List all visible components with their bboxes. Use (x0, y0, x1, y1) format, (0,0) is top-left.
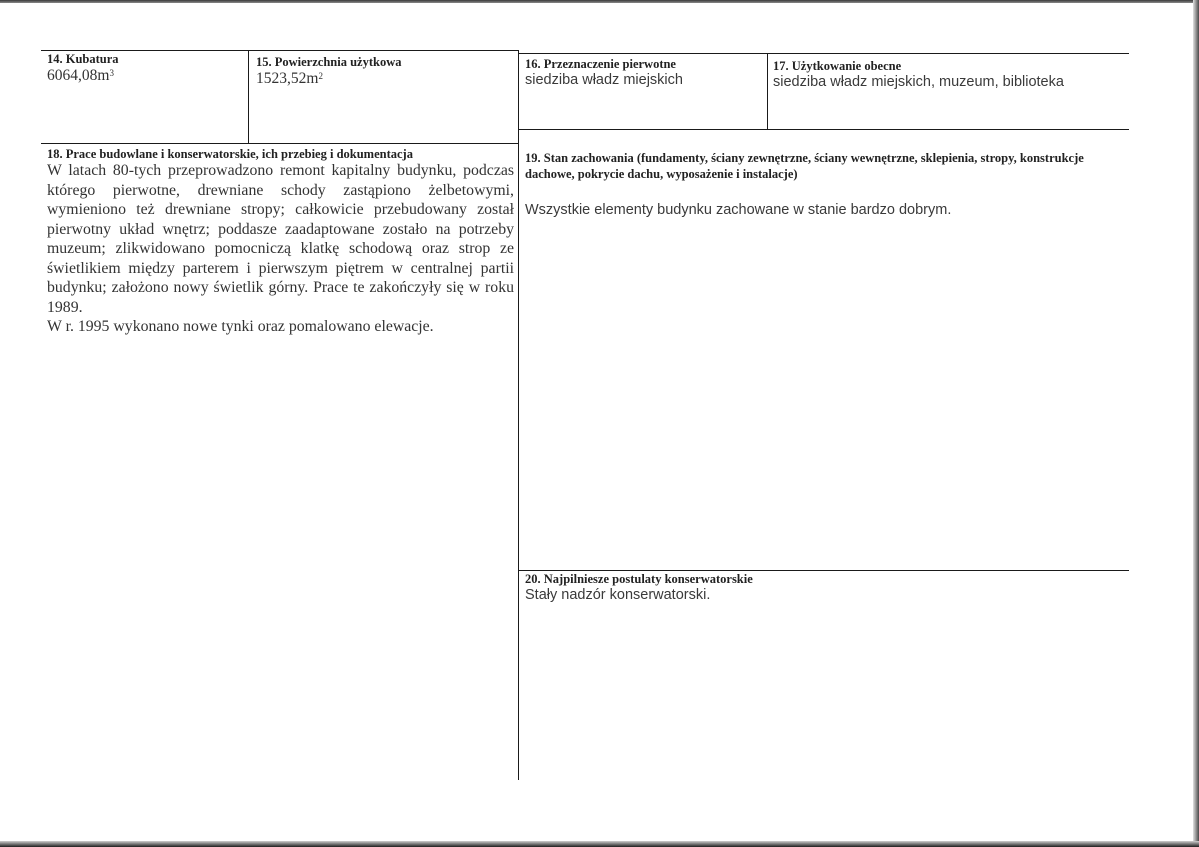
rule-mid-left (41, 143, 519, 144)
field-18-text (47, 161, 514, 337)
scan-edge-top (0, 0, 1199, 3)
field-17-label: 17. Użytkowanie obecne (773, 59, 902, 73)
rule-v-f14-f15 (248, 50, 249, 143)
field-15-label: 15. Powierzchnia użytkowa (256, 55, 402, 69)
field-14-label: 14. Kubatura (47, 52, 119, 66)
field-18-paragraph: W latach 80-tych przeprowadzono remont kapitalny budynku, podczas którego pierwotne, drewniane schody zastąpiono żelbetowymi, wymieniono też drewniane stropy; całkowicie przebudowany został pierwotny układ wnętrz; poddasze zaadaptowane zostało na potrzeby muzeum; zlikwidowano pomocniczą klatkę schodową oraz strop ze świetlikiem między parterem i pierwszym piętrem w centralnej partii budynku; założono nowy świetlik górny. Prace te zakończyły się w roku 1989. (47, 162, 514, 316)
field-17-value: siedziba władz miejskich, muzeum, biblioteka (773, 74, 1064, 90)
field-19-stan-zachowania (525, 150, 1125, 220)
scan-edge-right (1193, 0, 1199, 847)
rule-mid-right (519, 129, 1129, 130)
rule-f20-top (519, 570, 1129, 571)
field-19-label: 19. Stan zachowania (fundamenty, ściany zewnętrzne, ściany wewnętrzne, sklepienia, stropy, konstrukcje dachowe, pokrycie dachu, wyposażenie i instalacje) (525, 151, 1084, 181)
rule-top-right (519, 53, 1129, 54)
field-18-prace-budowlane (47, 147, 514, 337)
field-16-value: siedziba władz miejskich (525, 72, 683, 88)
field-20-label: 20. Najpilniesze postulaty konserwatorskie (525, 572, 753, 586)
rule-v-center (518, 50, 519, 780)
field-14-kubatura (47, 52, 243, 85)
field-16-label: 16. Przeznaczenie pierwotne (525, 57, 676, 71)
field-16-przeznaczenie (525, 57, 763, 90)
field-17-uzytkowanie (773, 59, 1125, 92)
rule-v-f16-f17 (767, 53, 768, 129)
field-14-value: $6064,08m^3$ (47, 67, 114, 84)
scan-edge-bottom (0, 841, 1199, 847)
rule-top-left (41, 50, 519, 51)
field-15-powierzchnia (256, 55, 512, 88)
field-18-paragraph: W r. 1995 wykonano nowe tynki oraz pomalowano elewacje. (47, 318, 434, 335)
field-15-value: $1523,52m^2$ (256, 70, 323, 87)
field-19-value: Wszystkie elementy budynku zachowane w stanie bardzo dobrym. (525, 202, 952, 218)
field-20-value: Stały nadzór konserwatorski. (525, 587, 711, 603)
field-18-label: 18. Prace budowlane i konserwatorskie, ich przebieg i dokumentacja (47, 147, 413, 161)
field-20-postulaty (525, 572, 1125, 605)
